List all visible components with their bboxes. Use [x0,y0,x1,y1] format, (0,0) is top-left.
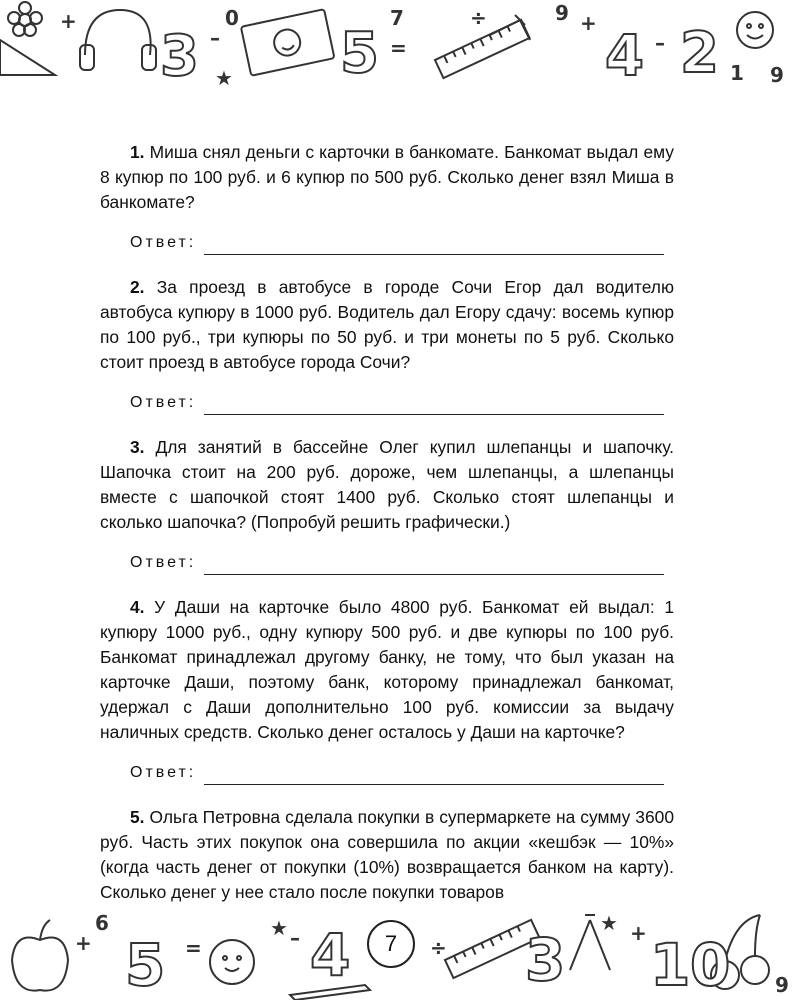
task-text: У Даши на карточке было 4800 руб. Банкомат ей выдал: 1 купюру 1000 руб., одну купюру 500 руб. и две купюры по 100 руб. Банкомат принадлежал другому банку, не тому, что был указан на карточке Даши, поэтому банк, которому принадлежал банкомат, удержал с Даши дополнительно 100 руб. комиссии за выдачу наличных средств. Сколько денег осталось у Даши на карточке? [100,597,674,742]
doodle-digit: 1 [650,931,691,999]
headphones-icon [80,10,156,70]
doodle-symbol: = [390,36,407,60]
task-number: 3. [130,437,145,457]
doodle-digit: 5 [125,931,166,999]
answer-field-1 [100,229,674,255]
task-text: Ольга Петровна сделала покупки в супермаркете на сумму 3600 руб. Часть этих покупок она совершила по акции «кешбэк — 10%» (когда часть денег от покупки (10%) возвращается банком на карту). Сколько денег у нее стало после покупки товаров [100,807,674,902]
doodle-symbol: + [60,9,77,33]
doodle-digit: 4 [310,921,351,989]
doodle-digit: 5 [340,21,379,86]
doodle-symbol: ÷ [470,6,487,30]
task-text: За проезд в автобусе в городе Сочи Егор дал водителю автобуса купюру в 1000 руб. Водитель дал Егору сдачу: восемь купюр по 100 руб., три купюры по 50 руб. и три монеты по 5 руб. Сколько стоит проезд в автобусе города Сочи? [100,277,674,372]
task-3 [100,435,674,535]
doodle-digit: 3 [525,926,566,994]
answer-line[interactable] [204,398,664,415]
doodle-symbol: + [580,11,597,35]
top-doodle-border [0,0,800,90]
answer-line[interactable] [204,768,664,785]
face-icon [210,940,254,984]
smiley-icon [737,12,773,48]
task-4 [100,595,674,745]
doodle-digit: 1 [730,61,744,85]
task-number: 2. [130,277,145,297]
worksheet-content [100,140,674,905]
doodle-symbol: – [210,26,220,50]
answer-line[interactable] [204,238,664,255]
doodle-digit: 6 [95,911,109,935]
task-number: 4. [130,597,145,617]
doodle-symbol: ÷ [430,936,447,960]
doodle-digit: 2 [680,21,719,86]
task-1 [100,140,674,215]
doodle-symbol: – [655,31,665,55]
doodle-symbol: + [75,931,92,955]
doodle-digit: 9 [555,1,569,25]
star-icon: ★ [600,911,618,935]
banknote-icon [241,9,335,76]
answer-field-4 [100,759,674,785]
star-icon: ★ [270,916,288,940]
task-text: Миша снял деньги с карточки в банкомате. Банкомат выдал ему 8 купюр по 100 руб. и 6 купюр по 500 руб. Сколько денег взял Миша в банкомате? [100,142,674,212]
answer-label: Ответ: [130,394,197,411]
triangle-ruler-icon [0,40,55,75]
page-number: 7 [367,920,415,968]
star-icon: ★ [215,66,233,90]
doodle-digit: 0 [225,6,239,30]
compass-icon [490,15,530,40]
task-5 [100,805,674,905]
task-2 [100,275,674,375]
task-number: 5. [130,807,145,827]
doodle-digit: 9 [770,63,784,87]
doodle-digit: 0 [690,931,731,999]
answer-field-2 [100,389,674,415]
doodle-symbol: – [290,926,300,950]
answer-label: Ответ: [130,764,197,781]
doodle-digit: 9 [775,973,789,997]
doodle-digit: 3 [160,24,199,89]
task-number: 1. [130,142,145,162]
doodle-symbol: = [185,936,202,960]
apple-icon [12,920,68,991]
answer-label: Ответ: [130,234,197,251]
doodle-symbol: + [630,921,647,945]
doodle-digit: 7 [390,6,404,30]
doodle-digit: 4 [605,24,644,89]
answer-line[interactable] [204,558,664,575]
answer-label: Ответ: [130,554,197,571]
answer-field-3 [100,549,674,575]
flower-icon [8,2,42,36]
task-text: Для занятий в бассейне Олег купил шлепанцы и шапочку. Шапочка стоит на 200 руб. дороже, чем шлепанцы, а шлепанцы вместе с шапочкой стоят 1400 руб. Сколько стоят шлепанцы и сколько шапочка? (Попробуй решить графически.) [100,437,674,532]
